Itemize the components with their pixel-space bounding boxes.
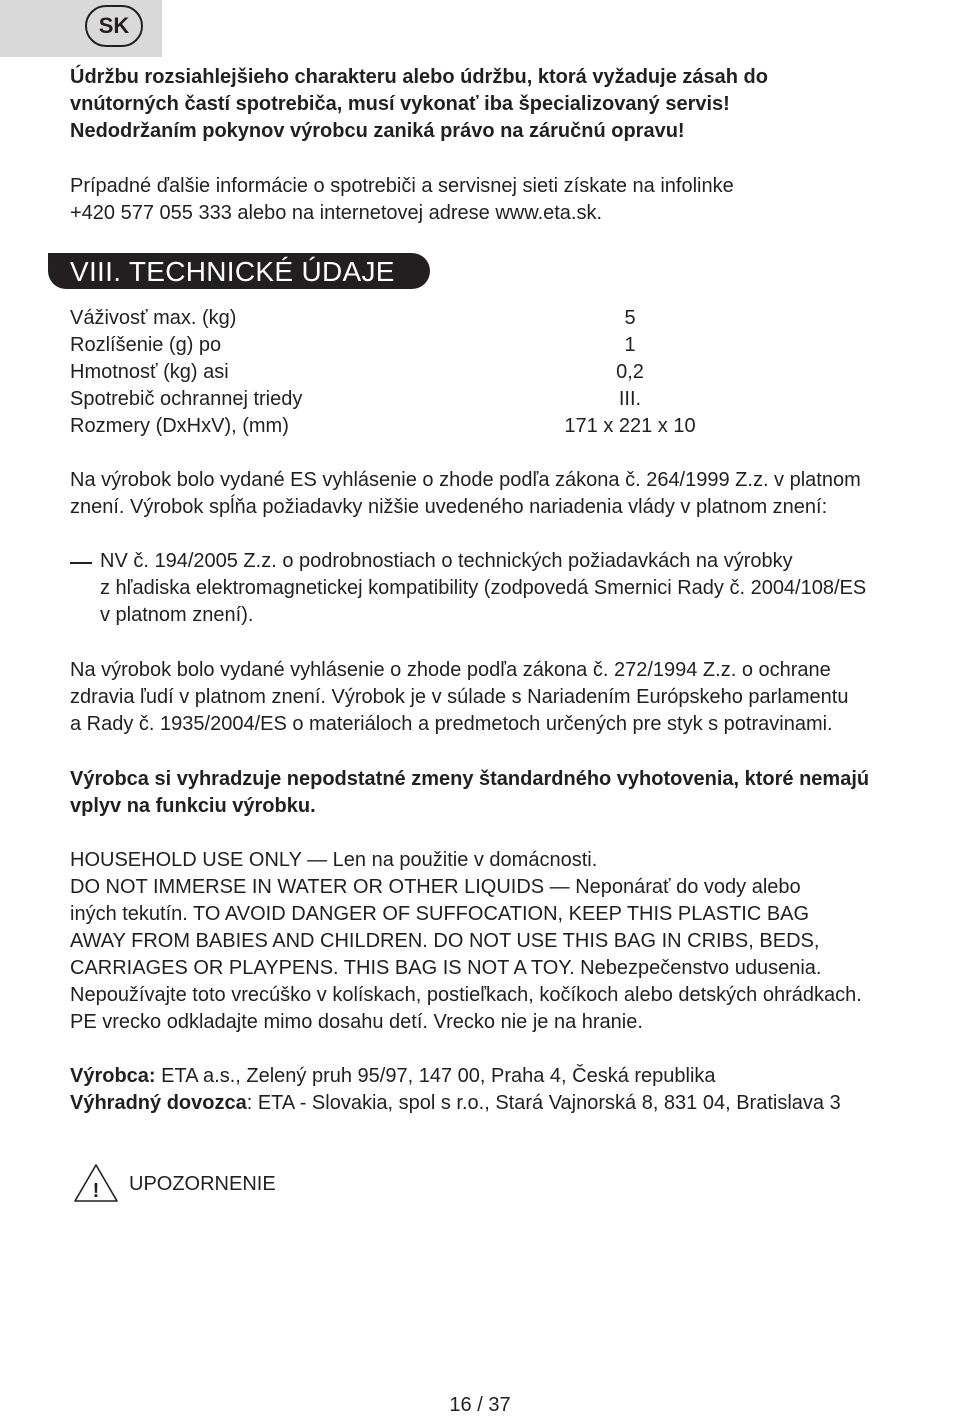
spec-value: 0,2: [616, 361, 644, 383]
intro-bold-line: vnútorných častí spotrebiča, musí vykonať iba špecializovaný servis!: [70, 93, 730, 115]
warning-triangle-icon: [73, 1163, 119, 1203]
declaration-line: a Rady č. 1935/2004/ES o materiáloch a predmetoch určených pre styk s potravinami.: [70, 713, 833, 735]
section-heading: VIII. TECHNICKÉ ÚDAJE: [48, 253, 430, 289]
manufacturer-label: Výrobca:: [70, 1065, 156, 1087]
spec-row: [70, 413, 770, 440]
language-badge: SK: [85, 5, 143, 47]
spec-value: 1: [624, 334, 636, 356]
usage-line: CARRIAGES OR PLAYPENS. THIS BAG IS NOT A TOY. Nebezpečenstvo udusenia.: [70, 957, 822, 979]
spec-row: [70, 386, 770, 413]
reserve-notice-line: Výrobca si vyhradzuje nepodstatné zmeny štandardného vyhotovenia, ktoré nemajú: [70, 768, 870, 790]
spec-value: III.: [618, 388, 642, 410]
declaration-line: zdravia ľudí v platnom znení. Výrobok je v súlade s Nariadením Európskeho parlamentu: [70, 686, 849, 708]
regulation-line: v platnom znení).: [100, 604, 254, 626]
spec-label: Hmotnosť (kg) asi: [70, 361, 229, 383]
declaration-line: znení. Výrobok spĺňa požiadavky nižšie uvedeného nariadenia vlády v platnom znení:: [70, 496, 828, 518]
importer-line: [70, 1090, 841, 1117]
intro-bold-line: Nedodržaním pokynov výrobcu zaniká právo na záručnú opravu!: [70, 120, 685, 142]
info-line: +420 577 055 333 alebo na internetovej adrese www.eta.sk.: [70, 202, 603, 224]
spec-label: Rozlíšenie (g) po: [70, 334, 222, 356]
spec-label: Váživosť max. (kg): [70, 307, 237, 329]
importer-value: : ETA - Slovakia, spol s r.o., Stará Vajnorská 8, 831 04, Bratislava 3: [246, 1092, 841, 1114]
declaration-line: Na výrobok bolo vydané ES vyhlásenie o zhode podľa zákona č. 264/1999 Z.z. v platnom: [70, 469, 861, 491]
spec-row: [70, 332, 770, 359]
language-tab: [0, 0, 162, 57]
spec-value: 5: [624, 307, 636, 329]
spec-label: Rozmery (DxHxV), (mm): [70, 415, 289, 437]
usage-line: iných tekutín. TO AVOID DANGER OF SUFFOCATION, KEEP THIS PLASTIC BAG: [70, 903, 810, 925]
dash-bullet: [70, 562, 92, 564]
regulation-line: NV č. 194/2005 Z.z. o podrobnostiach o technických požiadavkách na výrobky: [100, 550, 793, 572]
svg-text:!: !: [92, 1180, 100, 1202]
usage-line: DO NOT IMMERSE IN WATER OR OTHER LIQUIDS — Neponárať do vody alebo: [70, 876, 801, 898]
declaration-line: Na výrobok bolo vydané vyhlásenie o zhode podľa zákona č. 272/1994 Z.z. o ochrane: [70, 659, 831, 681]
spec-row: [70, 359, 770, 386]
warning-label: UPOZORNENIE: [129, 1173, 276, 1195]
importer-label: Výhradný dovozca: [70, 1092, 247, 1114]
spec-value: 171 x 221 x 10: [564, 415, 696, 437]
page-number: 16 / 37: [449, 1394, 511, 1416]
reserve-notice-line: vplyv na funkciu výrobku.: [70, 795, 316, 817]
manufacturer-line: [70, 1063, 716, 1090]
spec-label: Spotrebič ochrannej triedy: [70, 388, 303, 410]
intro-bold-line: Údržbu rozsiahlejšieho charakteru alebo údržbu, ktorá vyžaduje zásah do: [70, 66, 768, 88]
spec-row: [70, 305, 770, 332]
usage-line: PE vrecko odkladajte mimo dosahu detí. Vrecko nie je na hranie.: [70, 1011, 643, 1033]
usage-line: HOUSEHOLD USE ONLY — Len na použitie v domácnosti.: [70, 849, 598, 871]
manufacturer-value: ETA a.s., Zelený pruh 95/97, 147 00, Praha 4, Česká republika: [155, 1065, 716, 1087]
usage-line: AWAY FROM BABIES AND CHILDREN. DO NOT USE THIS BAG IN CRIBS, BEDS,: [70, 930, 820, 952]
usage-line: Nepoužívajte toto vrecúško v kolískach, postieľkach, kočíkoch alebo detských ohrádkach.: [70, 984, 862, 1006]
regulation-line: z hľadiska elektromagnetickej kompatibility (zodpovedá Smernici Rady č. 2004/108/ES: [100, 577, 867, 599]
spec-table: [70, 305, 770, 440]
info-line: Prípadné ďalšie informácie o spotrebiči a servisnej sieti získate na infolinke: [70, 175, 734, 197]
